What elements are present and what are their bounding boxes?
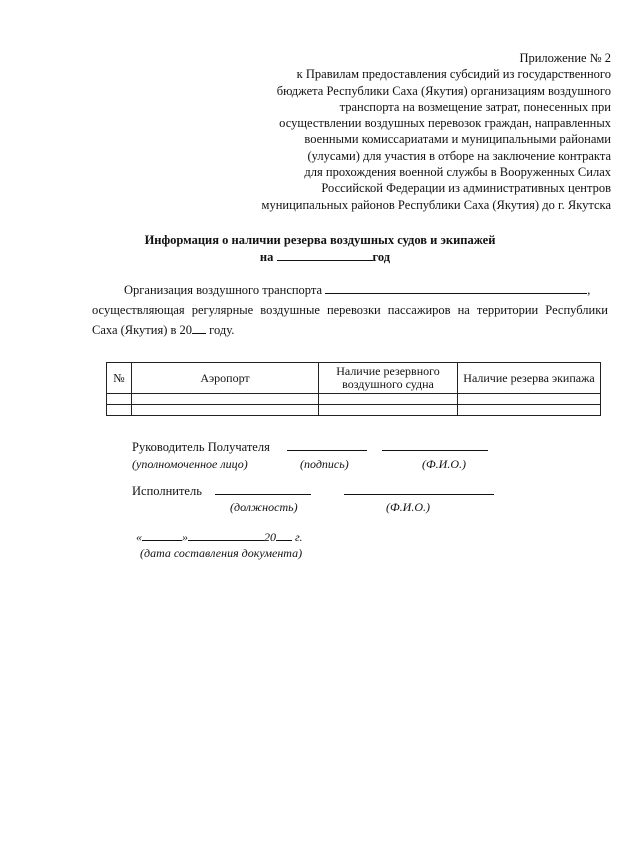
org-description <box>92 300 608 340</box>
description-end: году. <box>209 323 235 337</box>
table-cell <box>132 394 319 405</box>
date-line <box>136 530 303 545</box>
appendix-line: муниципальных районов Республики Саха (Якутия) до г. Якутска <box>261 197 611 212</box>
head-signature-line <box>132 440 488 455</box>
month-blank <box>188 539 264 541</box>
authorized-caption: (уполномоченное лицо) <box>132 457 248 471</box>
signature-blank <box>287 449 367 451</box>
appendix-line: для прохождения военной службы в Вооруженных Силах <box>304 165 611 180</box>
position-caption: (должность) <box>230 500 298 514</box>
description-text: осуществляющая регулярные воздушные перевозки пассажиров на территории Республики Саха (Якутия) в 20 <box>92 303 608 337</box>
org-name-blank <box>325 281 587 294</box>
document-title <box>60 232 580 265</box>
header-number: № <box>107 363 132 394</box>
title-prefix: на <box>259 250 274 264</box>
table-cell <box>107 394 132 405</box>
appendix-line: Российской Федерации из административных центров <box>321 181 611 196</box>
appendix-line: военными комиссариатами и муниципальными районами <box>304 132 611 147</box>
table-header-row <box>107 363 601 394</box>
title-year-line <box>60 248 580 265</box>
date-open-quote: « <box>136 530 142 544</box>
title-suffix: год <box>372 250 391 264</box>
year-suffix-blank <box>192 321 206 334</box>
signature-caption: (подпись) <box>300 457 349 471</box>
executor-signature-line <box>132 484 494 499</box>
appendix-line: (улусами) для участия в отборе на заключение контракта <box>307 148 611 163</box>
org-comma: , <box>587 283 591 297</box>
year-blank <box>277 248 373 261</box>
header-airport: Аэропорт <box>132 363 319 394</box>
day-blank <box>142 539 182 541</box>
date-caption: (дата составления документа) <box>140 546 303 560</box>
table-cell <box>132 405 319 416</box>
header-reserve-crew: Наличие резерва экипажа <box>458 363 601 394</box>
appendix-line: бюджета Республики Саха (Якутия) организациям воздушного <box>276 83 611 98</box>
position-blank <box>215 493 311 495</box>
title-line: Информация о наличии резерва воздушных судов и экипажей <box>144 233 496 247</box>
fio-caption: (Ф.И.О.) <box>422 457 466 471</box>
header-reserve-aircraft: Наличие резервного воздушного судна <box>319 363 458 394</box>
fio2-caption: (Ф.И.О.) <box>386 500 430 514</box>
fio2-blank <box>344 493 494 495</box>
org-line <box>92 280 608 300</box>
head-label: Руководитель Получателя <box>132 440 270 454</box>
date-year: 20 <box>264 530 276 544</box>
table-row <box>107 394 601 405</box>
table-cell <box>458 405 601 416</box>
intro-paragraph <box>92 280 608 340</box>
appendix-header <box>171 50 611 213</box>
table-row <box>107 405 601 416</box>
reserve-table <box>106 362 601 416</box>
appendix-line: транспорта на возмещение затрат, понесенных при <box>339 99 611 114</box>
appendix-line: осуществлении воздушных перевозок граждан, направленных <box>279 116 611 131</box>
table-cell <box>458 394 601 405</box>
org-label: Организация воздушного транспорта <box>124 283 323 297</box>
table-cell <box>319 394 458 405</box>
date-close-quote: » <box>182 530 188 544</box>
appendix-line: к Правилам предоставления субсидий из государственного <box>296 67 611 82</box>
executor-label: Исполнитель <box>132 484 202 498</box>
year-blank-2 <box>276 539 292 541</box>
table-cell <box>107 405 132 416</box>
fio-blank <box>382 449 488 451</box>
appendix-line: Приложение № 2 <box>519 51 611 65</box>
table-cell <box>319 405 458 416</box>
date-g: г. <box>295 530 303 544</box>
